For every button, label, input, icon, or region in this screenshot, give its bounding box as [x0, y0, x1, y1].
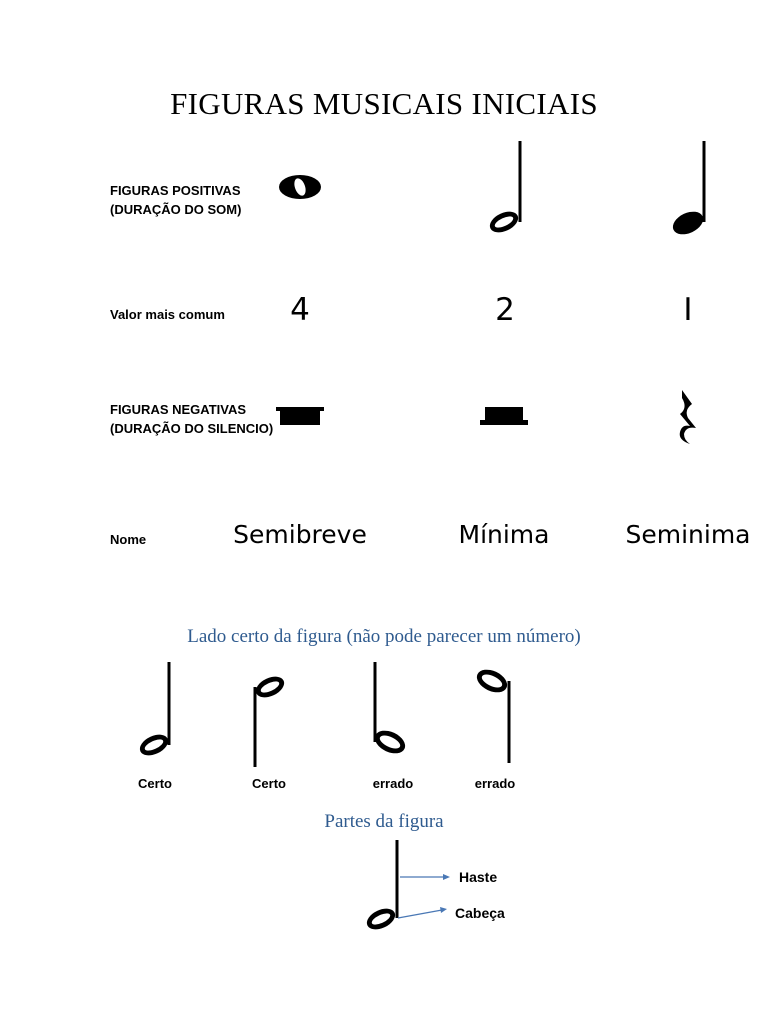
wrong-stem-right-down-note-icon [466, 665, 526, 775]
negative-figures-label-line1: FIGURAS NEGATIVAS [110, 402, 247, 417]
semibreve-note-icon [270, 160, 330, 220]
example-caption-3: errado [372, 776, 414, 791]
minima-note-icon [480, 138, 530, 238]
stem-arrow-icon [400, 874, 450, 880]
seminima-name: Seminima [625, 520, 751, 549]
correct-stem-up-note-icon [130, 658, 190, 768]
example-caption-1: Certo [138, 776, 172, 791]
head-arrow-icon [398, 907, 447, 918]
parts-heading: Partes da figura [324, 811, 444, 832]
positive-figures-label-line2: (DURAÇÃO DO SOM) [110, 202, 242, 217]
page-title: FIGURAS MUSICAIS INICIAIS [170, 86, 598, 121]
common-value-label: Valor mais comum [110, 307, 225, 322]
name-label: Nome [110, 532, 147, 547]
semibreve-value: 4 [290, 292, 310, 328]
seminima-rest-icon [670, 386, 710, 450]
example-caption-4: errado [474, 776, 516, 791]
positive-figures-label [110, 181, 241, 219]
minima-rest-icon [477, 400, 537, 440]
example-caption-2: Certo [252, 776, 286, 791]
semibreve-name: Semibreve [233, 520, 367, 549]
positive-figures-label-line1: FIGURAS POSITIVAS [110, 183, 241, 198]
minima-name: Mínima [458, 520, 550, 549]
wrong-stem-left-note-icon [360, 658, 420, 768]
seminima-value: I [683, 292, 693, 328]
correct-stem-down-note-icon [240, 665, 300, 775]
minima-value: 2 [495, 292, 515, 328]
seminima-note-icon [664, 138, 714, 238]
negative-figures-label [110, 400, 273, 438]
semibreve-rest-icon [272, 400, 332, 440]
orientation-heading: Lado certo da figura (não pode parecer um número) [187, 626, 581, 647]
note-parts-diagram [360, 836, 520, 941]
negative-figures-label-line2: (DURAÇÃO DO SILENCIO) [110, 421, 274, 436]
stem-label: Haste [459, 869, 498, 885]
head-label: Cabeça [455, 905, 505, 921]
